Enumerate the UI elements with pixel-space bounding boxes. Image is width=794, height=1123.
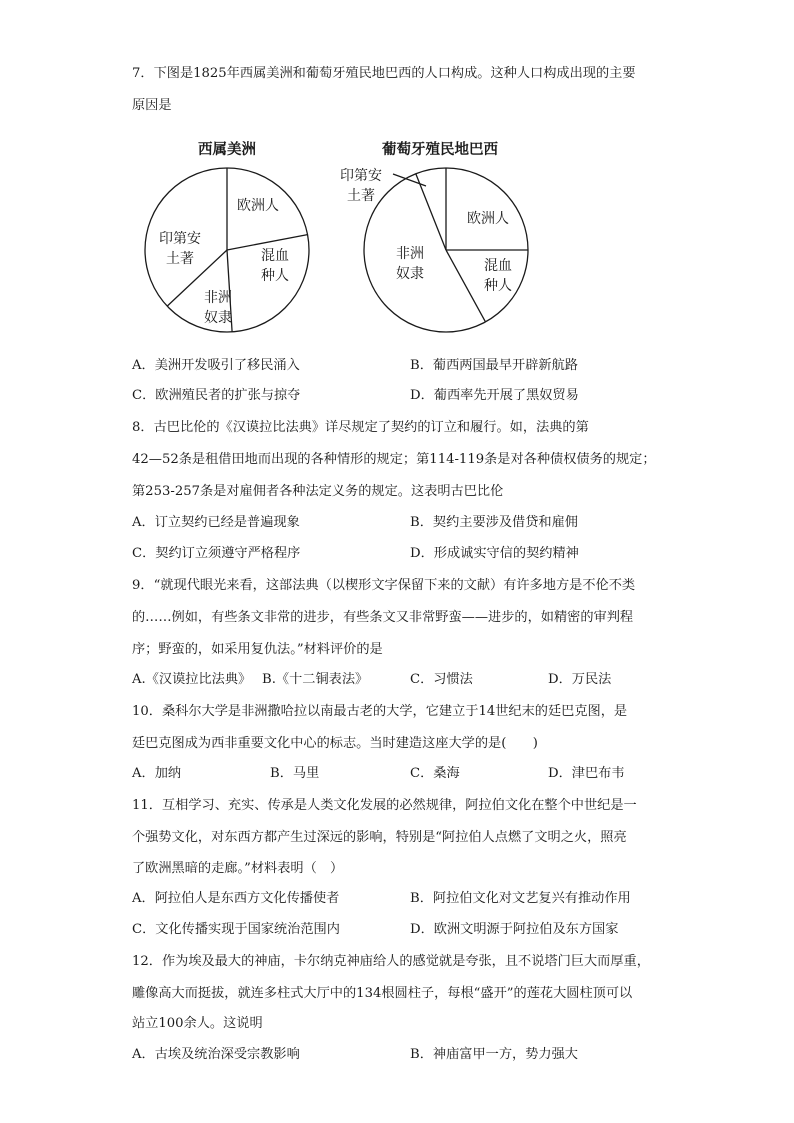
q11-stem-line1: 11．互相学习、充实、传承是人类文化发展的必然规律，阿拉伯文化在整个中世纪是一 <box>132 798 637 813</box>
q10-stem-line1: 10．桑科尔大学是非洲撒哈拉以南最古老的大学，它建立于14世纪末的廷巴克图，是 <box>132 704 628 719</box>
pie-right-title: 葡萄牙殖民地巴西 <box>382 142 498 158</box>
pie-left-label-europeans: 欧洲人 <box>237 198 279 214</box>
pie-right-label-mixed-1: 混血 <box>484 258 512 274</box>
q9-option-d[interactable]: D．万民法 <box>548 672 612 687</box>
q7-option-a[interactable]: A．美洲开发吸引了移民涌入 <box>132 358 300 373</box>
q8-option-b[interactable]: B．契约主要涉及借贷和雇佣 <box>410 515 578 530</box>
q9-option-c[interactable]: C．习惯法 <box>410 672 473 687</box>
pie-right-slice-boundary-2 <box>446 250 486 322</box>
q10-stem-line2: 廷巴克图成为西非重要文化中心的标志。当时建造这座大学的是( ) <box>132 736 538 751</box>
pie-right-label-mixed-2: 种人 <box>484 278 512 294</box>
q10-option-b[interactable]: B．马里 <box>270 766 320 781</box>
pie-right-slice-boundary-3 <box>416 174 446 250</box>
pie-left-label-native-1: 印第安 <box>159 231 201 247</box>
q8-option-a[interactable]: A．订立契约已经是普遍现象 <box>132 515 300 530</box>
q7-option-d[interactable]: D．葡西率先开展了黑奴贸易 <box>410 388 579 403</box>
q9-stem-line3: 序；野蛮的，如采用复仇法。”材料评价的是 <box>132 642 383 657</box>
pie-right-label-native-2: 土著 <box>347 188 375 204</box>
q7-stem-line2: 原因是 <box>132 98 172 113</box>
q9-option-a[interactable]: A.《汉谟拉比法典》 <box>132 672 252 687</box>
q11-stem-line3: 了欧洲黑暗的走廊。”材料表明（ ） <box>132 861 344 876</box>
q9-stem-line1: 9．“就现代眼光来看，这部法典（以楔形文字保留下来的文献）有许多地方是不伦不类 <box>132 578 636 593</box>
q11-option-d[interactable]: D．欧洲文明源于阿拉伯及东方国家 <box>410 922 619 937</box>
pie-right-label-slaves-2: 奴隶 <box>396 266 424 282</box>
q11-stem-line2: 个强势文化，对东西方都产生过深远的影响，特别是“阿拉伯人点燃了文明之火，照亮 <box>132 830 627 845</box>
pie-left-label-mixed-2: 种人 <box>261 268 289 284</box>
q10-option-c[interactable]: C．桑海 <box>410 766 460 781</box>
pie-charts <box>0 0 794 360</box>
pie-left-title: 西属美洲 <box>198 142 256 158</box>
q11-option-c[interactable]: C．文化传播实现于国家统治范围内 <box>132 922 340 937</box>
q12-option-b[interactable]: B．神庙富甲一方，势力强大 <box>410 1047 578 1062</box>
q10-option-a[interactable]: A．加纳 <box>132 766 182 781</box>
q8-stem-line1: 8．古巴比伦的《汉谟拉比法典》详尽规定了契约的订立和履行。如，法典的第 <box>132 420 589 435</box>
pie-left-label-slaves-1: 非洲 <box>204 290 232 306</box>
q8-option-c[interactable]: C．契约订立须遵守严格程序 <box>132 546 301 561</box>
pie-left-label-mixed-1: 混血 <box>261 248 289 264</box>
q7-option-b[interactable]: B．葡西两国最早开辟新航路 <box>410 358 578 373</box>
pie-right-label-native-1: 印第安 <box>340 168 382 184</box>
q10-option-d[interactable]: D．津巴布韦 <box>548 766 625 781</box>
q12-stem-line1: 12．作为埃及最大的神庙，卡尔纳克神庙给人的感觉就是夸张，且不说塔门巨大而厚重， <box>132 954 650 969</box>
q8-option-d[interactable]: D．形成诚实守信的契约精神 <box>410 546 579 561</box>
pie-right-label-slaves-1: 非洲 <box>396 246 424 262</box>
q12-stem-line3: 站立100余人。这说明 <box>132 1016 263 1031</box>
q8-stem-line2: 42—52条是租借田地而出现的各种情形的规定；第114-119条是对各种债权债务的规定； <box>132 452 656 467</box>
q12-stem-line2: 雕像高大而挺拔，就连多柱式大厅中的134根圆柱子，每根“盛开”的莲花大圆柱顶可以 <box>132 986 633 1001</box>
q11-option-a[interactable]: A．阿拉伯人是东西方文化传播使者 <box>132 891 340 906</box>
q9-stem-line2: 的……例如，有些条文非常的进步，有些条文又非常野蛮——进步的，如精密的审判程 <box>132 610 634 625</box>
q12-option-a[interactable]: A．古埃及统治深受宗教影响 <box>132 1047 300 1062</box>
q11-option-b[interactable]: B．阿拉伯文化对文艺复兴有推动作用 <box>410 891 631 906</box>
pie-left-label-native-2: 土著 <box>166 251 194 267</box>
q9-option-b[interactable]: B.《十二铜表法》 <box>262 672 369 687</box>
q7-stem-line1: 7．下图是1825年西属美洲和葡萄牙殖民地巴西的人口构成。这种人口构成出现的主要 <box>132 66 636 81</box>
pie-left-label-slaves-2: 奴隶 <box>204 310 232 326</box>
pie-right-label-europeans: 欧洲人 <box>467 211 509 227</box>
q8-stem-line3: 第253-257条是对雇佣者各种法定义务的规定。这表明古巴比伦 <box>132 484 504 499</box>
q7-option-c[interactable]: C．欧洲殖民者的扩张与掠夺 <box>132 388 301 403</box>
pie-right <box>364 168 528 332</box>
